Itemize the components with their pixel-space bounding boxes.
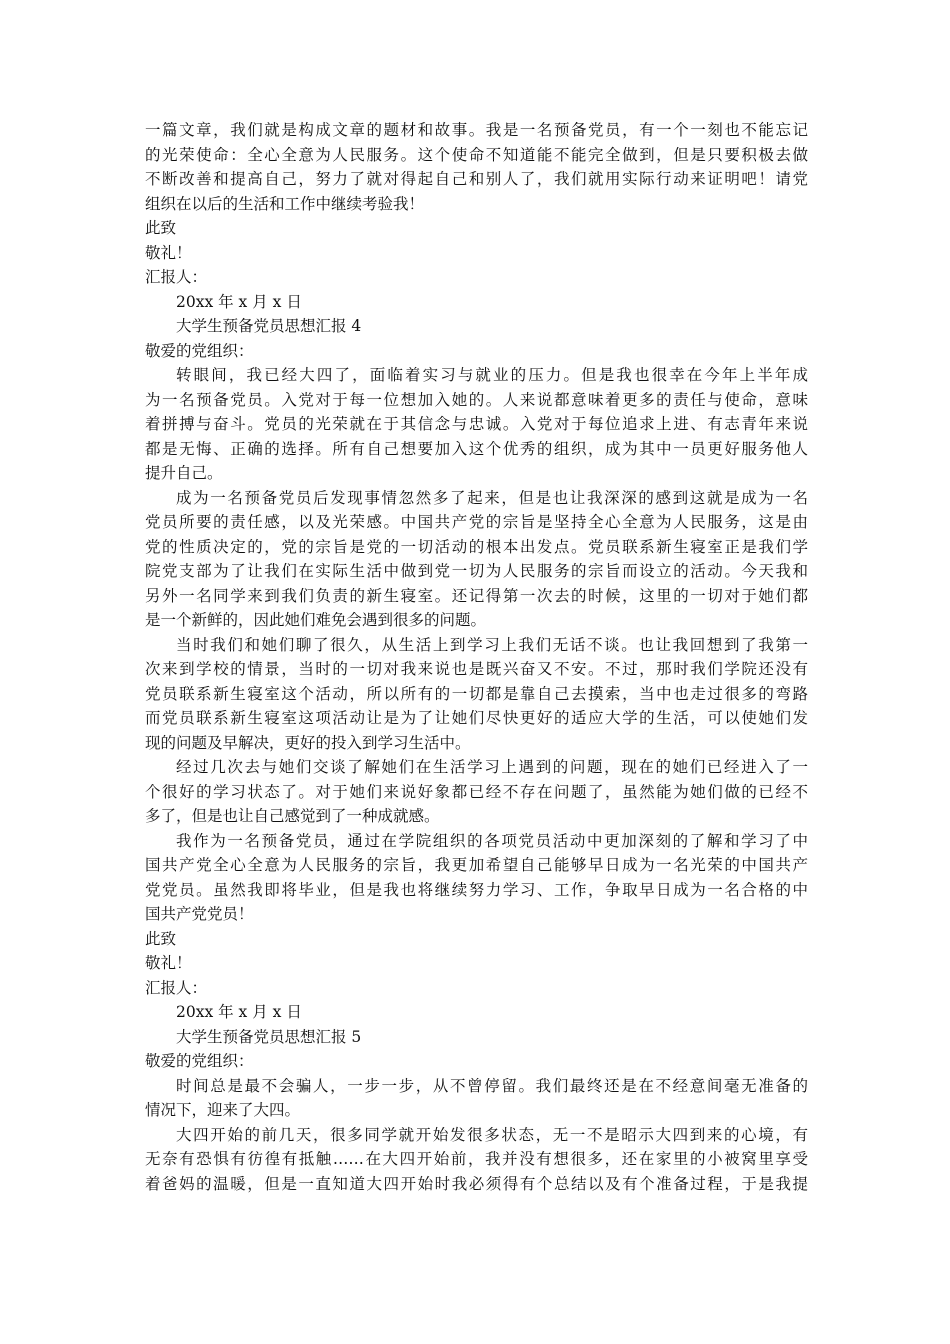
text-line: 院党支部为了让我们在实际生活中做到党一切为人民服务的宗旨而设立的活动。今天我和 <box>145 562 808 580</box>
text-line: 国共产党全心全意为人民服务的宗旨，我更加希望自己能够早日成为一名光荣的中国共产 <box>145 856 808 874</box>
text-line: 敬礼！ <box>145 243 192 262</box>
text-line: 成为一名预备党员后发现事情忽然多了起来，但是也让我深深的感到这就是成为一名 <box>176 488 808 507</box>
text-line: 敬爱的党组织： <box>145 341 254 360</box>
text-line: 此致 <box>145 219 177 237</box>
text-line: 大学生预备党员思想汇报 5 <box>176 1027 362 1046</box>
text-line: 着爸妈的温暖，但是一直知道大四开始时我必须得有个总结以及有个准备过程，于是我提 <box>145 1174 808 1193</box>
text-line: 大学生预备党员思想汇报 4 <box>176 317 362 335</box>
text-line: 现的问题及早解决，更好的投入到学习生活中。 <box>145 733 471 752</box>
text-line: 提升自己。 <box>145 464 223 482</box>
text-line: 组织在以后的生活和工作中继续考验我！ <box>145 194 425 213</box>
text-line: 为一名预备党员。入党对于每一位想加入她的。人来说都意味着更多的责任与使命，意味 <box>145 390 808 409</box>
text-line: 敬礼！ <box>145 954 192 972</box>
text-line: 都是无悔、正确的选择。所有自己想要加入这个优秀的组织，成为其中一员更好服务他人 <box>145 439 808 458</box>
text-line: 不断改善和提高自己，努力了就对得起自己和别人了，我们就用实际行动来证明吧！请党 <box>145 170 808 188</box>
text-line: 此致 <box>145 929 177 948</box>
text-line: 个很好的学习状态了。对于她们来说好象都已经不存在问题了，虽然能为她们做的已经不 <box>145 782 808 801</box>
text-line: 我作为一名预备党员，通过在学院组织的各项党员活动中更加深刻的了解和学习了中 <box>176 831 808 850</box>
text-line: 党党员。虽然我即将毕业，但是我也将继续努力学习、工作，争取早日成为一名合格的中 <box>145 880 808 899</box>
document-page <box>145 118 808 1196</box>
text-line: 汇报人： <box>145 978 208 997</box>
text-line: 党员联系新生寝室这个活动，所以所有的一切都是靠自己去摸索，当中也走过很多的弯路 <box>145 684 808 703</box>
text-line: 经过几次去与她们交谈了解她们在生活学习上遇到的问题，现在的她们已经进入了一 <box>176 758 808 776</box>
text-line: 汇报人： <box>145 268 208 286</box>
text-line: 一篇文章，我们就是构成文章的题材和故事。我是一名预备党员，有一个一刻也不能忘记 <box>145 121 808 139</box>
text-line: 多了，但是也让自己感觉到了一种成就感。 <box>145 807 440 825</box>
text-line: 当时我们和她们聊了很久，从生活上到学习上我们无话不谈。也让我回想到了我第一 <box>176 635 808 654</box>
text-line: 另外一名同学来到我们负责的新生寝室。还记得第一次去的时候，这里的一切对于她们都 <box>145 586 808 605</box>
text-line: 大四开始的前几天，很多同学就开始发很多状态，无一不是昭示大四到来的心境，有 <box>176 1125 808 1144</box>
text-line: 着拼搏与奋斗。党员的光荣就在于其信念与忠诚。入党对于每位追求上进、有志青年来说 <box>145 415 808 433</box>
text-line: 时间总是最不会骗人，一步一步，从不曾停留。我们最终还是在不经意间毫无准备的 <box>176 1076 808 1095</box>
text-line: 情况下，迎来了大四。 <box>145 1101 301 1119</box>
text-line: 党员所要的责任感，以及光荣感。中国共产党的宗旨是坚持全心全意为人民服务，这是由 <box>145 513 808 531</box>
text-line: 而党员联系新生寝室这项活动让是为了让她们尽快更好的适应大学的生活，可以使她们发 <box>145 709 808 727</box>
text-line: 党的性质决定的，党的宗旨是党的一切活动的根本出发点。党员联系新生寝室正是我们学 <box>145 537 808 556</box>
text-line: 的光荣使命：全心全意为人民服务。这个使命不知道能不能完全做到，但是只要积极去做 <box>145 145 808 164</box>
text-line: 20xx 年 x 月 x 日 <box>176 292 302 311</box>
text-line: 次来到学校的情景，当时的一切对我来说也是既兴奋又不安。不过，那时我们学院还没有 <box>145 660 808 678</box>
text-line: 敬爱的党组织： <box>145 1052 254 1070</box>
text-line: 国共产党党员！ <box>145 905 254 923</box>
text-line: 无奈有恐惧有彷徨有抵触……在大四开始前，我并没有想很多，还在家里的小被窝里享受 <box>145 1150 808 1168</box>
text-line: 20xx 年 x 月 x 日 <box>176 1003 302 1021</box>
text-line: 是一个新鲜的，因此她们难免会遇到很多的问题。 <box>145 611 487 629</box>
text-line: 转眼间，我已经大四了，面临着实习与就业的压力。但是我也很幸在今年上半年成 <box>176 366 808 384</box>
